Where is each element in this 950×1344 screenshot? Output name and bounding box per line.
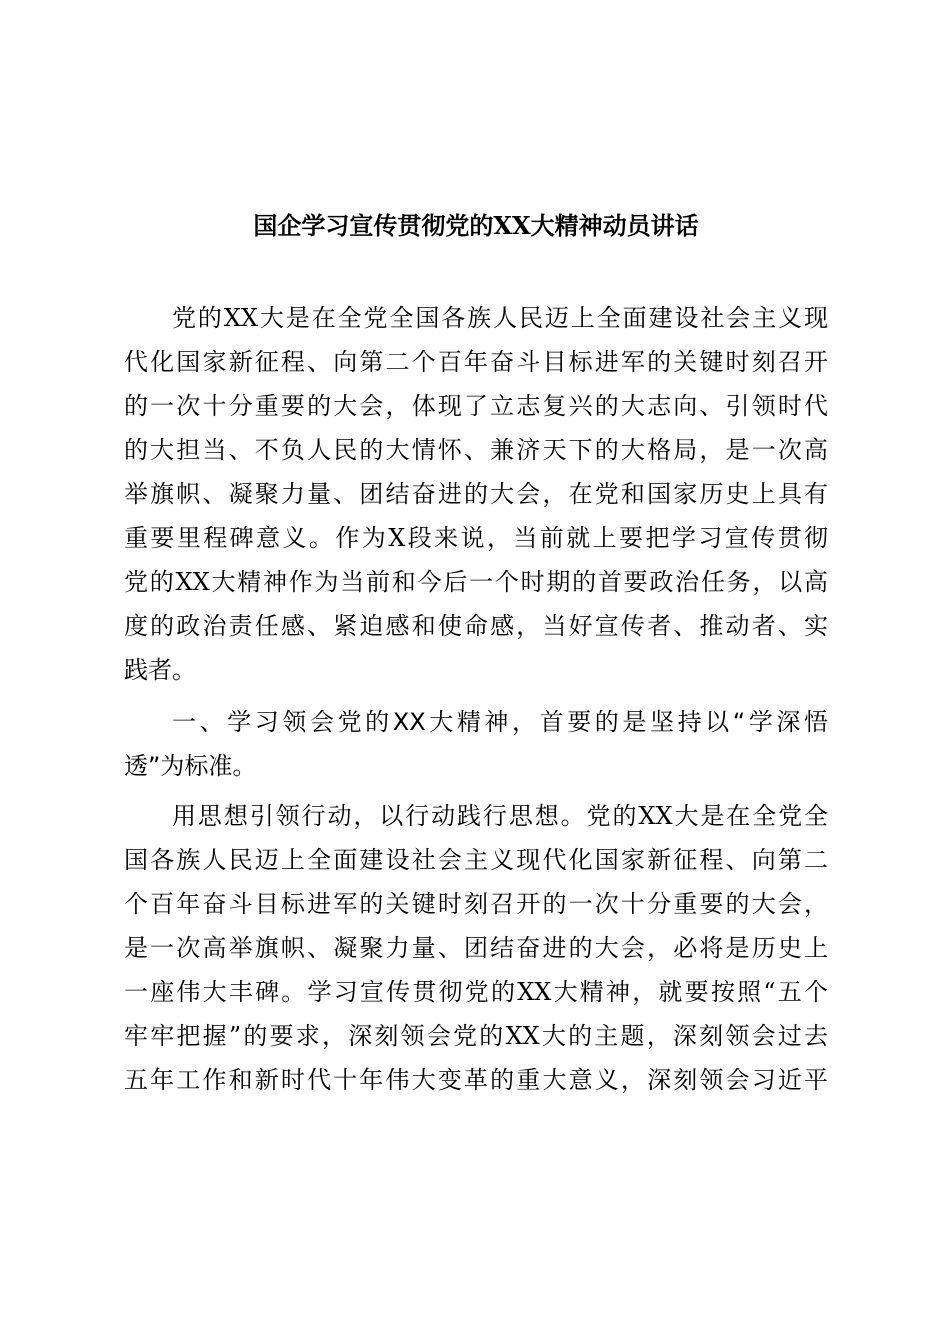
paragraph-line: 度的政治责任感、紧迫感和使命感，当好宣传者、推动者、实 — [124, 612, 828, 640]
paragraph-line: 的大担当、不负人民的大情怀、兼济天下的大格局，是一次高 — [124, 436, 828, 464]
paragraph-line: 党的XX大精神作为当前和今后一个时期的首要政治任务，以高 — [124, 568, 828, 596]
paragraph-line: 党的XX大是在全党全国各族人民迈上全面建设社会主义现 — [172, 304, 828, 332]
paragraph-line: 代化国家新征程、向第二个百年奋斗目标进军的关键时刻召开 — [124, 348, 828, 376]
document-title: 国企学习宣传贯彻党的XX大精神动员讲话 — [253, 211, 699, 240]
paragraph-line: 是一次高举旗帜、凝聚力量、团结奋进的大会，必将是历史上 — [124, 934, 828, 962]
section-heading-1 — [124, 700, 828, 788]
heading-line: 透”为标准。 — [124, 752, 257, 780]
paragraph-line: 牢牢把握”的要求，深刻领会党的XX大的主题，深刻领会过去 — [124, 1022, 828, 1050]
paragraph-line: 国各族人民迈上全面建设社会主义现代化国家新征程、向第二 — [124, 846, 828, 874]
paragraph-line: 五年工作和新时代十年伟大变革的重大意义，深刻领会习近平 — [124, 1066, 828, 1094]
heading-line: 一、学习领会党的XX大精神，首要的是坚持以“学深悟 — [172, 708, 828, 736]
paragraph-line: 的一次十分重要的大会，体现了立志复兴的大志向、引领时代 — [124, 392, 828, 420]
paragraph-section-1 — [124, 794, 828, 1102]
paragraph-intro — [124, 296, 828, 692]
paragraph-line: 一座伟大丰碑。学习宣传贯彻党的XX大精神，就要按照“五个 — [124, 978, 828, 1006]
paragraph-line: 用思想引领行动，以行动践行思想。党的XX大是在全党全 — [172, 802, 828, 830]
paragraph-line: 个百年奋斗目标进军的关键时刻召开的一次十分重要的大会， — [124, 890, 828, 918]
paragraph-line: 践者。 — [124, 656, 196, 684]
paragraph-line: 举旗帜、凝聚力量、团结奋进的大会，在党和国家历史上具有 — [124, 480, 828, 508]
paragraph-line: 重要里程碑意义。作为X段来说，当前就上要把学习宣传贯彻 — [124, 524, 828, 552]
document-body — [124, 206, 828, 1102]
